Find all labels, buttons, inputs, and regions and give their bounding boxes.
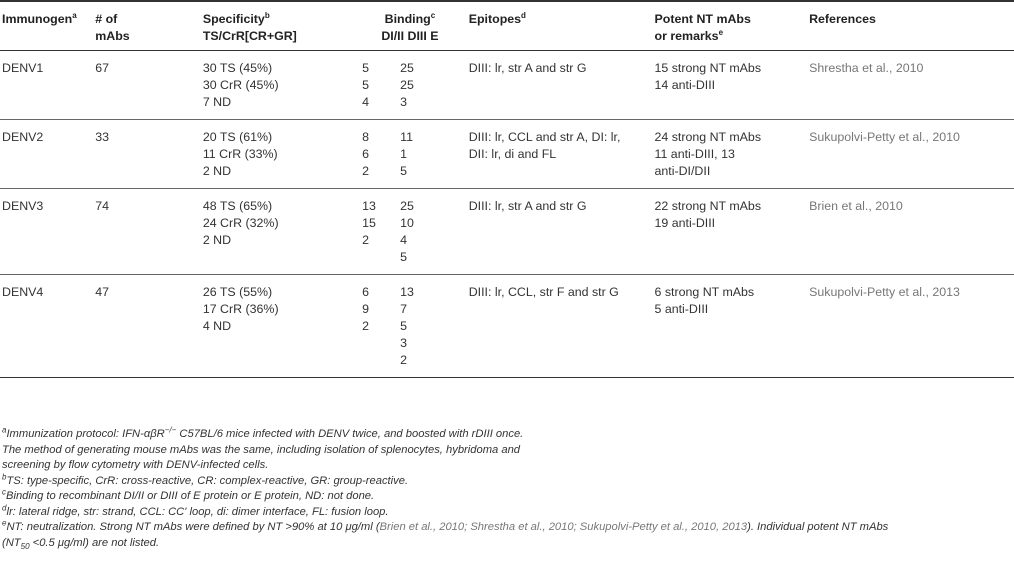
header-row xyxy=(0,1,1014,51)
specificity-line: 2 ND xyxy=(202,233,232,247)
binding-value: 2 xyxy=(362,164,370,178)
remark-line: 19 anti-DIII xyxy=(654,216,716,230)
epitope-line: DIII: lr, str A and str G xyxy=(468,61,587,75)
table-row xyxy=(0,120,1014,189)
specificity-line: 2 ND xyxy=(202,164,232,178)
binding-diii-e xyxy=(400,198,440,266)
epitope-line: DII: lr, di and FL xyxy=(468,147,557,161)
cell-remarks xyxy=(651,189,806,275)
table-row xyxy=(0,275,1014,378)
binding-di-ii xyxy=(359,60,400,111)
cell-remarks xyxy=(651,275,806,378)
binding-value: 13 xyxy=(362,199,376,213)
cell-num-mabs: 47 xyxy=(95,285,110,299)
cell-specificity xyxy=(199,51,355,120)
binding-value: 2 xyxy=(362,233,370,247)
table-row xyxy=(0,189,1014,275)
cell-remarks xyxy=(651,120,806,189)
specificity-line: 30 TS (45%) xyxy=(202,61,273,75)
cell-reference[interactable]: Shrestha et al., 2010 xyxy=(809,61,924,75)
cell-epitopes xyxy=(465,189,651,275)
header-specificity: Specificity$^b$ TS/CrR[CR+GR] xyxy=(202,10,297,43)
binding-value: 9 xyxy=(362,302,370,316)
cell-specificity xyxy=(199,120,355,189)
cell-epitopes xyxy=(465,51,651,120)
remark-line: 11 anti-DIII, 13 xyxy=(654,147,735,161)
cell-epitopes xyxy=(465,120,651,189)
epitope-line: DIII: lr, str A and str G xyxy=(468,199,587,213)
specificity-line: 11 CrR (33%) xyxy=(202,147,278,161)
cell-immunogen: DENV1 xyxy=(2,61,44,75)
header-immunogen: Immunogen$^a$ xyxy=(2,10,77,26)
epitope-line: DIII: lr, CCL, str F and str G xyxy=(468,285,619,299)
binding-value: 5 xyxy=(362,61,370,75)
binding-columns xyxy=(359,198,461,266)
remark-line: 14 anti-DIII xyxy=(654,78,716,92)
binding-value: 11 xyxy=(400,130,413,144)
remark-line: 5 anti-DIII xyxy=(654,302,709,316)
cell-remarks xyxy=(651,51,806,120)
specificity-line: 24 CrR (32%) xyxy=(202,216,279,230)
specificity-line: 30 CrR (45%) xyxy=(202,78,279,92)
specificity-line: 26 TS (55%) xyxy=(202,285,273,299)
binding-value: 5 xyxy=(400,319,408,333)
cell-num-mabs: 67 xyxy=(95,61,110,75)
cell-immunogen: DENV2 xyxy=(2,130,44,144)
binding-value: 3 xyxy=(400,95,408,109)
header-references: References xyxy=(809,12,876,26)
binding-value: 6 xyxy=(362,147,370,161)
cell-binding xyxy=(355,120,465,189)
cell-binding xyxy=(355,51,465,120)
header-remarks: Potent NT mAbs or remarks$^e$ xyxy=(654,12,751,43)
remark-line: 24 strong NT mAbs xyxy=(654,130,762,144)
specificity-line: 7 ND xyxy=(202,95,232,109)
remark-line: 15 strong NT mAbs xyxy=(654,61,762,75)
binding-columns xyxy=(359,129,461,180)
footnote-e-line2: ($NT_{50} <0.5$ μg/ml) are not listed. xyxy=(2,536,160,551)
binding-di-ii xyxy=(359,284,400,369)
binding-diii-e xyxy=(400,60,440,111)
binding-diii-e xyxy=(400,129,440,180)
remark-line: anti-DI/DII xyxy=(654,164,711,178)
footnote-e-refs[interactable]: Brien et al., 2010; Shrestha et al., 2010; Sukupolvi-Petty et al., 2010, 2013 xyxy=(379,521,748,533)
binding-diii-e xyxy=(400,284,440,369)
binding-columns xyxy=(359,60,461,111)
binding-value: 4 xyxy=(400,233,408,247)
binding-value: 3 xyxy=(400,336,408,350)
binding-value: 10 xyxy=(400,216,414,230)
binding-value: 6 xyxy=(362,285,370,299)
header-epitopes: Epitopes$^d$ xyxy=(468,10,526,26)
binding-value: 2 xyxy=(400,353,408,367)
specificity-line: 17 CrR (36%) xyxy=(202,302,279,316)
remark-line: 6 strong NT mAbs xyxy=(654,285,755,299)
footnote-b: $^b$TS: type-specific, CrR: cross-reactive, CR: complex-reactive, GR: group-reactive. xyxy=(2,471,409,487)
cell-binding xyxy=(355,275,465,378)
binding-value: 25 xyxy=(400,199,414,213)
cell-immunogen: DENV3 xyxy=(2,199,44,213)
binding-value: 15 xyxy=(362,216,376,230)
specificity-line: 20 TS (61%) xyxy=(202,130,273,144)
cell-reference[interactable]: Sukupolvi-Petty et al., 2010 xyxy=(809,130,960,144)
binding-value: 1 xyxy=(400,147,408,161)
binding-value: 7 xyxy=(400,302,408,316)
header-binding: Binding$^c$ DI/II DIII E xyxy=(381,10,439,43)
specificity-line: 48 TS (65%) xyxy=(202,199,273,213)
cell-binding xyxy=(355,189,465,275)
binding-value: 8 xyxy=(362,130,370,144)
binding-value: 5 xyxy=(362,78,370,92)
epitope-line: DIII: lr, CCL and str A, DI: lr, xyxy=(468,130,621,144)
binding-value: 4 xyxy=(362,95,370,109)
binding-columns xyxy=(359,284,461,369)
footnote-c: $^c$Binding to recombinant DI/II or DIII of E protein or E protein, ND: not done. xyxy=(2,487,375,502)
cell-epitopes xyxy=(465,275,651,378)
remark-line: 22 strong NT mAbs xyxy=(654,199,762,213)
binding-value: 2 xyxy=(362,319,370,333)
footnote-d: $^d$lr: lateral ridge, str: strand, CCL: CC' loop, di: dimer interface, FL: fusion loop. xyxy=(2,502,389,518)
binding-value: 5 xyxy=(400,250,408,264)
cell-specificity xyxy=(199,189,355,275)
binding-value: 13 xyxy=(400,285,414,299)
cell-reference[interactable]: Sukupolvi-Petty et al., 2013 xyxy=(809,285,960,299)
binding-di-ii xyxy=(359,129,400,180)
footnotes xyxy=(2,427,1010,554)
binding-value: 25 xyxy=(400,61,414,75)
table-row xyxy=(0,51,1014,120)
cell-specificity xyxy=(199,275,355,378)
footnote-e: $^e$NT: neutralization. Strong NT mAbs were defined by NT >90% at 10 μg/ml (Brien et al., 2010; Shrestha et al., 2010; Sukupolvi-Petty et al., 2010, 2013). Individual potent NT mAbs xyxy=(2,518,889,533)
binding-di-ii xyxy=(359,198,400,266)
specificity-line: 4 ND xyxy=(202,319,232,333)
binding-value: 25 xyxy=(400,78,414,92)
binding-value: 5 xyxy=(400,164,408,178)
footnote-a: $^a$Immunization protocol: IFN-αβR−/− C57BL/6 mice infected with DENV twice, and boosted with rDIII once. xyxy=(2,425,524,440)
cell-num-mabs: 33 xyxy=(95,130,110,144)
header-num-mabs: # of mAbs xyxy=(95,12,130,43)
footnote-a-line3: screening by flow cytometry with DENV-infected cells. xyxy=(2,459,269,471)
footnote-a-line2: The method of generating mouse mAbs was the same, including isolation of splenocytes, hybridoma and xyxy=(2,443,521,456)
cell-num-mabs: 74 xyxy=(95,199,110,213)
cell-immunogen: DENV4 xyxy=(2,285,44,299)
cell-reference[interactable]: Brien et al., 2010 xyxy=(809,199,903,213)
